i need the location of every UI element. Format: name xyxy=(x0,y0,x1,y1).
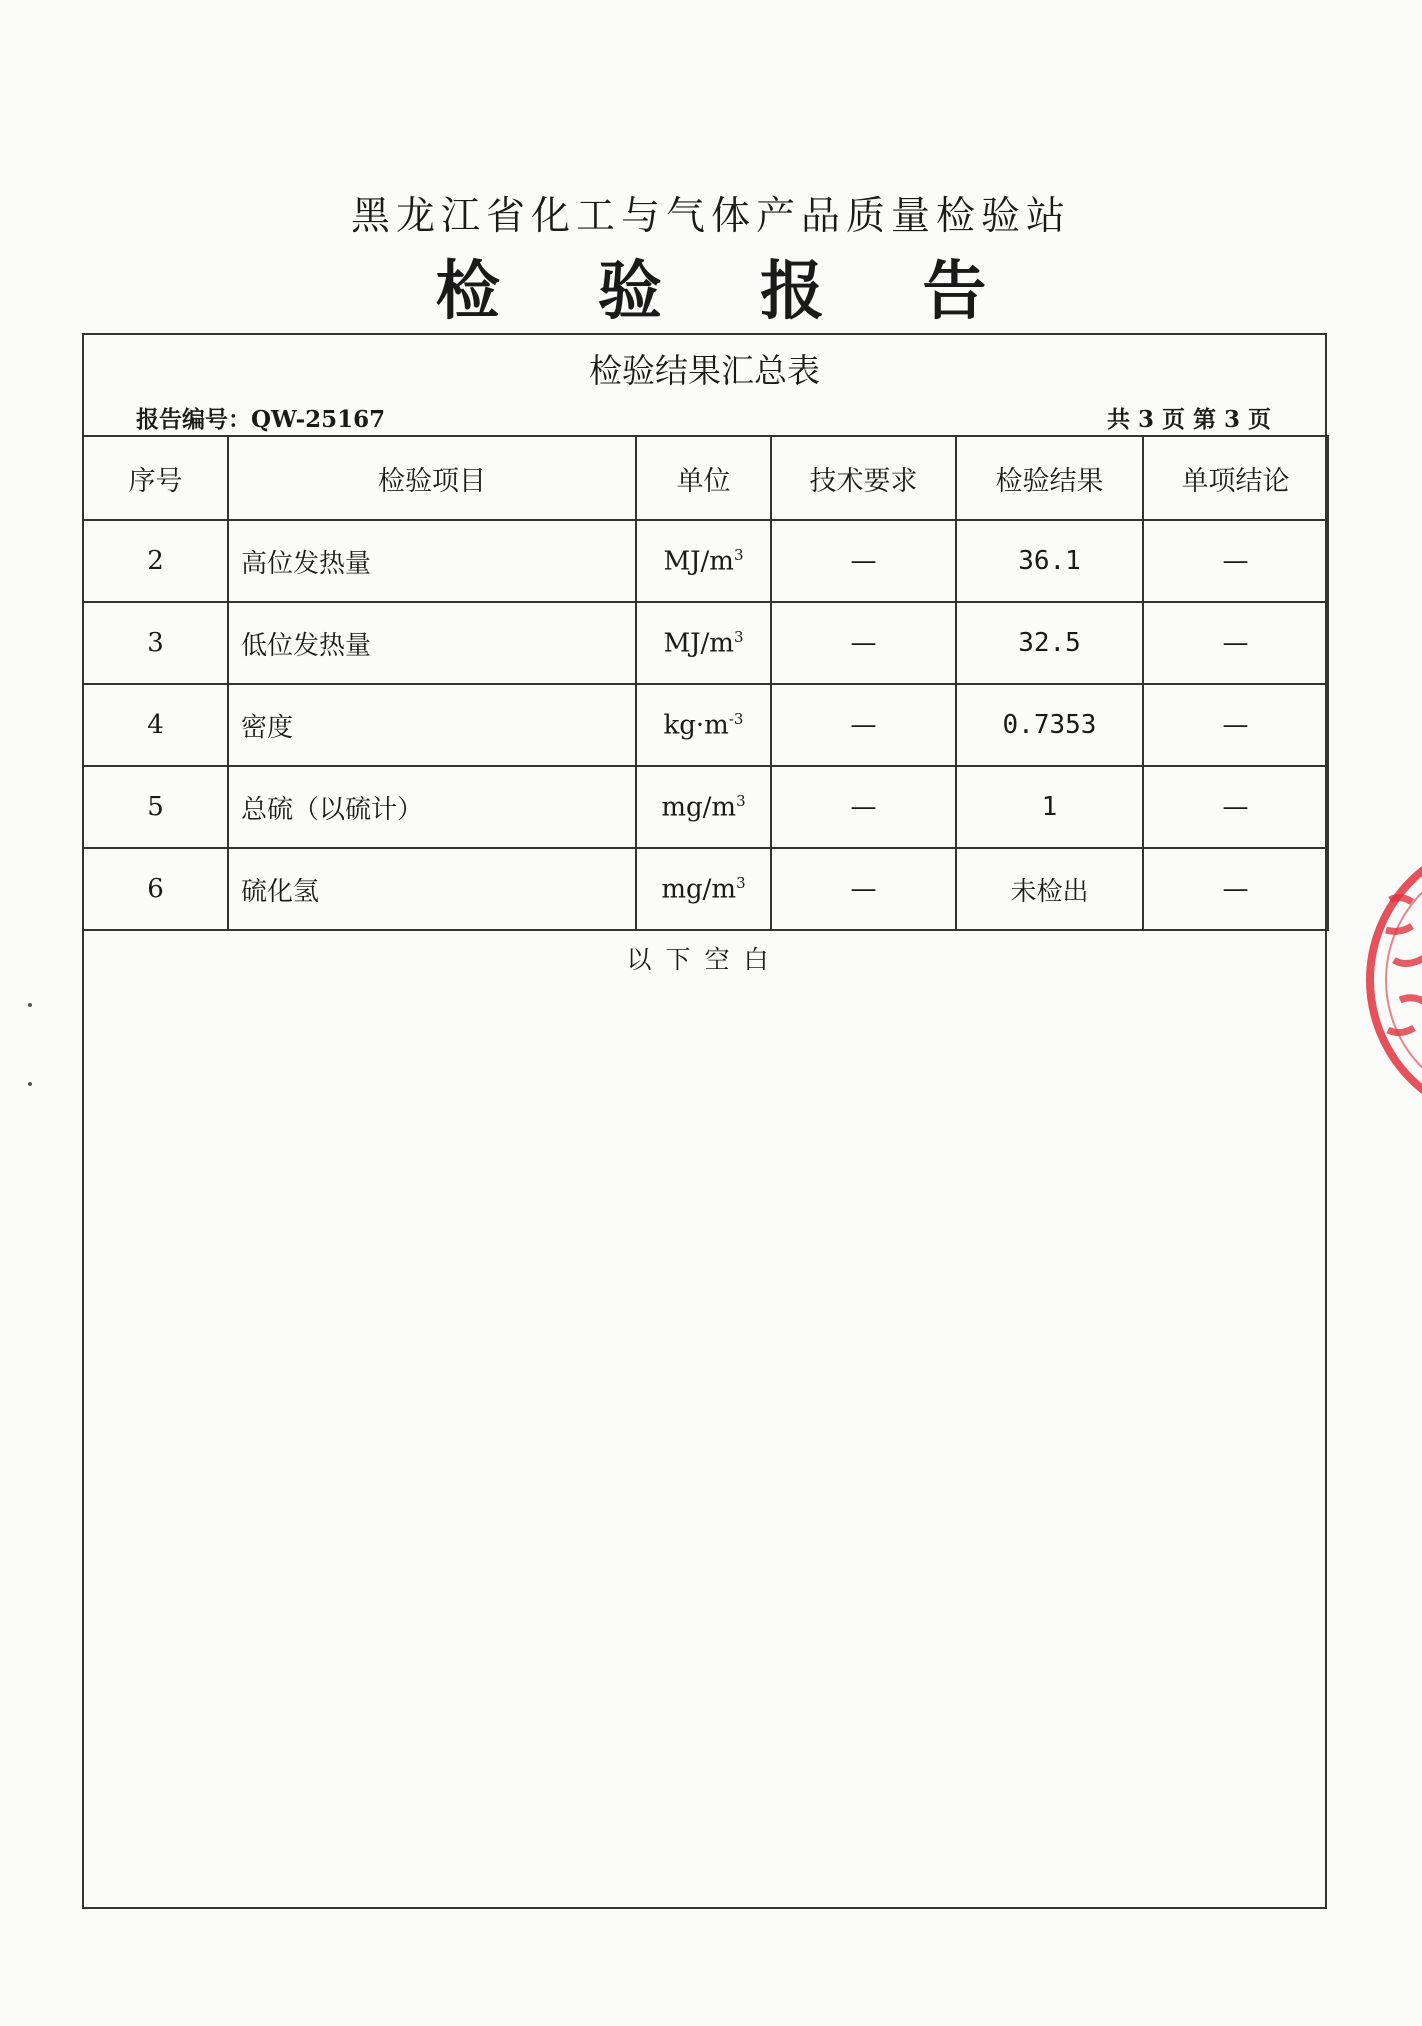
header-result: 检验结果 xyxy=(956,436,1143,520)
cell-requirement: — xyxy=(771,684,956,766)
table-row xyxy=(83,520,1328,602)
cell-no: 5 xyxy=(83,766,228,848)
page-info xyxy=(1103,401,1275,434)
header-conclusion: 单项结论 xyxy=(1143,436,1328,520)
cell-no: 3 xyxy=(83,602,228,684)
cell-conclusion: — xyxy=(1143,766,1328,848)
report-frame xyxy=(82,333,1327,1909)
unit-base: kg·m xyxy=(663,710,729,741)
cell-result: 1 xyxy=(956,766,1143,848)
page-total: 3 xyxy=(1137,406,1154,433)
unit-base: mg/m xyxy=(661,874,737,905)
cell-item: 高位发热量 xyxy=(228,520,636,602)
page-mid: 页 第 xyxy=(1161,406,1216,433)
table-row xyxy=(83,684,1328,766)
unit-exponent: -3 xyxy=(728,709,744,728)
cell-conclusion: — xyxy=(1143,848,1328,930)
page-current: 3 xyxy=(1223,406,1240,433)
cell-requirement: — xyxy=(771,520,956,602)
scan-speck xyxy=(28,1003,32,1007)
cell-unit xyxy=(636,848,771,930)
cell-result: 0.7353 xyxy=(956,684,1143,766)
unit-exponent: 3 xyxy=(733,627,744,646)
unit-base: MJ/m xyxy=(663,628,734,659)
cell-unit xyxy=(636,520,771,602)
official-seal-icon xyxy=(1360,830,1422,1130)
cell-conclusion: — xyxy=(1143,520,1328,602)
table-header-row xyxy=(83,436,1328,520)
table-row xyxy=(83,848,1328,930)
page-prefix: 共 xyxy=(1106,406,1130,433)
cell-requirement: — xyxy=(771,848,956,930)
cell-conclusion: — xyxy=(1143,602,1328,684)
results-table xyxy=(82,435,1329,931)
table-row xyxy=(83,602,1328,684)
cell-conclusion: — xyxy=(1143,684,1328,766)
cell-unit xyxy=(636,766,771,848)
cell-unit xyxy=(636,684,771,766)
unit-base: MJ/m xyxy=(663,546,734,577)
cell-result: 未检出 xyxy=(956,848,1143,930)
cell-no: 2 xyxy=(83,520,228,602)
cell-item: 密度 xyxy=(228,684,636,766)
header-no: 序号 xyxy=(83,436,228,520)
unit-exponent: 3 xyxy=(736,791,746,810)
unit-base: mg/m xyxy=(661,792,737,823)
page-suffix: 页 xyxy=(1248,406,1271,433)
unit-exponent: 3 xyxy=(736,873,746,892)
cell-requirement: — xyxy=(771,766,956,848)
organization-name: 黑龙江省化工与气体产品质量检验站 xyxy=(350,194,1071,239)
header-item: 检验项目 xyxy=(228,436,636,520)
scan-speck xyxy=(28,1082,32,1086)
report-number: 报告编号：QW-25167 xyxy=(136,406,386,433)
cell-requirement: — xyxy=(771,602,956,684)
cell-no: 6 xyxy=(83,848,228,930)
unit-exponent: 3 xyxy=(733,545,744,564)
cell-item: 硫化氢 xyxy=(228,848,636,930)
cell-item: 低位发热量 xyxy=(228,602,636,684)
header-requirement: 技术要求 xyxy=(771,436,956,520)
report-meta xyxy=(84,401,1325,435)
header-unit: 单位 xyxy=(636,436,771,520)
cell-result: 32.5 xyxy=(956,602,1143,684)
summary-title: 检验结果汇总表 xyxy=(589,351,820,390)
cell-item: 总硫（以硫计） xyxy=(228,766,636,848)
table-row xyxy=(83,766,1328,848)
document-title: 检 验 报 告 xyxy=(435,254,1025,329)
blank-below-note: 以下空白 xyxy=(626,945,783,974)
cell-unit xyxy=(636,602,771,684)
cell-no: 4 xyxy=(83,684,228,766)
cell-result: 36.1 xyxy=(956,520,1143,602)
